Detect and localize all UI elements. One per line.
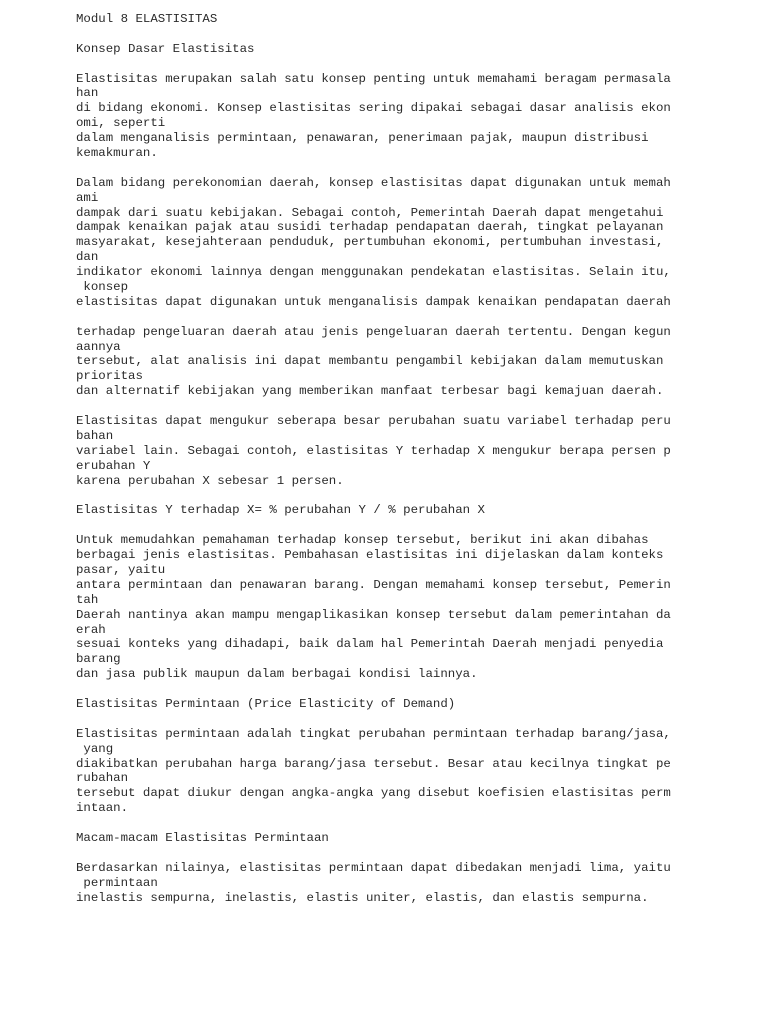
text-line: Elastisitas Permintaan (Price Elasticity of Demand) — [76, 696, 456, 711]
text-line: Elastisitas merupakan salah satu konsep penting untuk memahami beragam permasala — [76, 71, 671, 86]
text-line: Modul 8 ELASTISITAS — [76, 12, 218, 26]
text-line: diakibatkan perubahan harga barang/jasa tersebut. Besar atau kecilnya tingkat pe — [76, 756, 671, 771]
text-line: intaan. — [76, 801, 129, 816]
text-line: dampak kenaikan pajak atau susidi terhadap pendapatan daerah, tingkat pelayanan — [76, 220, 664, 235]
text-line: han — [76, 86, 99, 101]
text-line: tersebut, alat analisis ini dapat membantu pengambil kebijakan dalam memutuskan — [76, 354, 664, 369]
text-line: rubahan — [76, 771, 129, 786]
text-line: ami — [76, 190, 99, 205]
text-line: erubahan Y — [76, 458, 151, 473]
text-line: tersebut dapat diukur dengan angka-angka yang disebut koefisien elastisitas perm — [76, 786, 671, 801]
text-line: dan — [76, 250, 99, 265]
text-line: di bidang ekonomi. Konsep elastisitas sering dipakai sebagai dasar analisis ekon — [76, 101, 671, 116]
text-line: yang — [76, 741, 114, 756]
text-line: aannya — [76, 339, 121, 354]
text-line: dan jasa publik maupun dalam berbagai kondisi lainnya. — [76, 667, 478, 682]
text-line: Dalam bidang perekonomian daerah, konsep elastisitas dapat digunakan untuk memah — [76, 175, 671, 190]
text-line: karena perubahan X sebesar 1 persen. — [76, 473, 344, 488]
text-line: masyarakat, kesejahteraan penduduk, pertumbuhan ekonomi, pertumbuhan investasi, — [76, 235, 664, 250]
blank-line — [76, 518, 756, 533]
text-line: permintaan — [76, 875, 158, 890]
blank-line — [76, 57, 756, 72]
text-line: kemakmuran. — [76, 146, 158, 161]
text-line: terhadap pengeluaran daerah atau jenis pengeluaran daerah tertentu. Dengan kegun — [76, 324, 671, 339]
text-line: Elastisitas permintaan adalah tingkat perubahan permintaan terhadap barang/jasa, — [76, 726, 671, 741]
text-line: Untuk memudahkan pemahaman terhadap konsep tersebut, berikut ini akan dibahas — [76, 533, 649, 548]
text-line: variabel lain. Sebagai contoh, elastisitas Y terhadap X mengukur berapa persen p — [76, 443, 671, 458]
blank-line — [76, 846, 756, 861]
text-line: berbagai jenis elastisitas. Pembahasan elastisitas ini dijelaskan dalam konteks — [76, 548, 664, 563]
text-line: indikator ekonomi lainnya dengan menggunakan pendekatan elastisitas. Selain itu, — [76, 265, 671, 280]
text-line: Elastisitas Y terhadap X= % perubahan Y / % perubahan X — [76, 503, 485, 518]
blank-line — [76, 310, 756, 325]
blank-line — [76, 682, 756, 697]
text-line: Konsep Dasar Elastisitas — [76, 41, 255, 56]
text-line: dan alternatif kebijakan yang memberikan manfaat terbesar bagi kemajuan daerah. — [76, 384, 664, 399]
text-line: dampak dari suatu kebijakan. Sebagai contoh, Pemerintah Daerah dapat mengetahui — [76, 205, 664, 220]
text-line: dalam menganalisis permintaan, penawaran, penerimaan pajak, maupun distribusi — [76, 131, 649, 146]
text-line: barang — [76, 652, 121, 667]
document-text — [76, 12, 756, 905]
text-line: tah — [76, 592, 99, 607]
text-line: erah — [76, 622, 106, 637]
text-line: omi, seperti — [76, 116, 166, 131]
blank-line — [76, 161, 756, 176]
blank-line — [76, 816, 756, 831]
text-line: Elastisitas dapat mengukur seberapa besar perubahan suatu variabel terhadap peru — [76, 414, 671, 429]
text-line: pasar, yaitu — [76, 562, 166, 577]
blank-line — [76, 489, 756, 504]
text-line: antara permintaan dan penawaran barang. Dengan memahami konsep tersebut, Pemerin — [76, 577, 671, 592]
text-line: bahan — [76, 428, 114, 443]
text-line: Daerah nantinya akan mampu mengaplikasikan konsep tersebut dalam pemerintahan da — [76, 607, 671, 622]
text-line: Macam-macam Elastisitas Permintaan — [76, 830, 329, 845]
text-line: konsep — [76, 280, 129, 295]
text-line: elastisitas dapat digunakan untuk menganalisis dampak kenaikan pendapatan daerah — [76, 294, 671, 309]
text-line: Berdasarkan nilainya, elastisitas permintaan dapat dibedakan menjadi lima, yaitu — [76, 860, 671, 875]
text-line: prioritas — [76, 369, 143, 384]
blank-line — [76, 399, 756, 414]
text-line: sesuai konteks yang dihadapi, baik dalam hal Pemerintah Daerah menjadi penyedia — [76, 637, 664, 652]
blank-line — [76, 27, 756, 42]
blank-line — [76, 712, 756, 727]
text-line: inelastis sempurna, inelastis, elastis uniter, elastis, dan elastis sempurna. — [76, 890, 649, 905]
